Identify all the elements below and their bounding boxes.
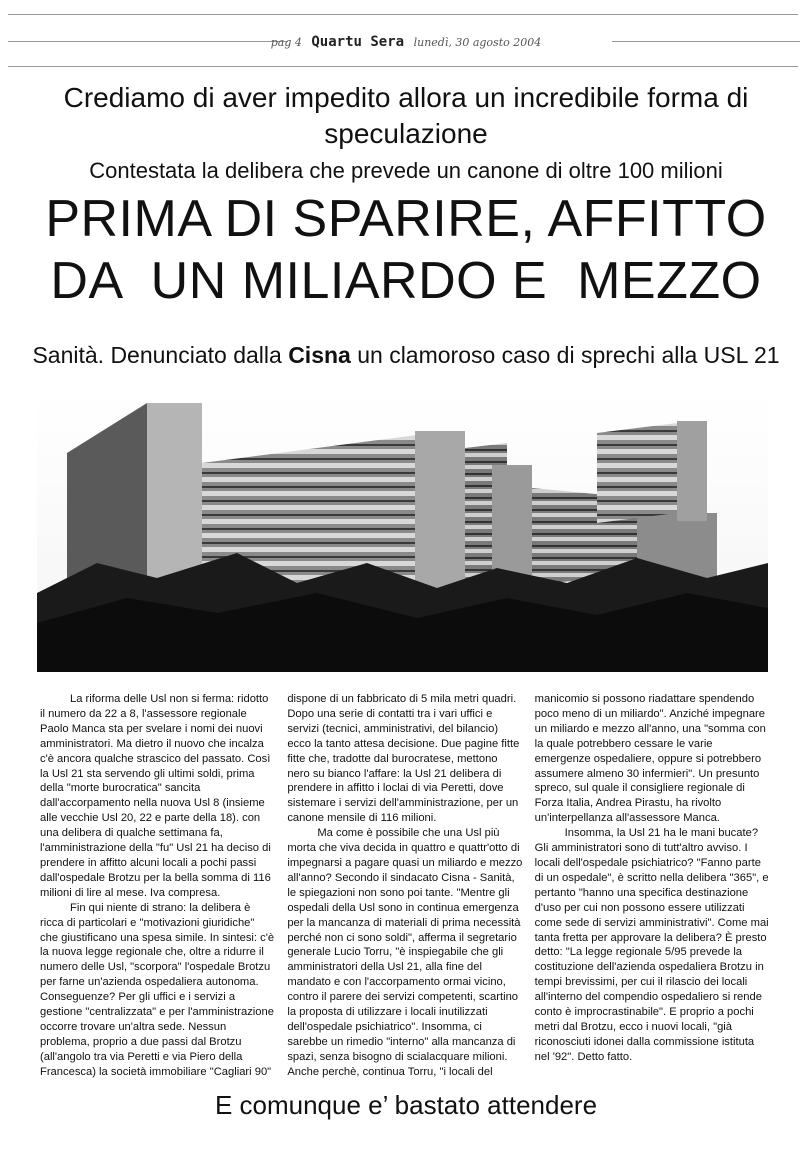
deck-text: Sanità. Denunciato dalla: [32, 342, 289, 368]
kicker: Crediamo di aver impedito allora un incredibile forma di speculazione: [63, 82, 749, 149]
paragraph: Fin qui niente di strano: la delibera è ricca di particolari e "motivazioni giuridiche" che giustificano una spesa simile. In sintesi: c'è la nuova legge regionale che, oltre a ridurre il numero delle Usl, "scorpora" l'ospedale Brotzu per farne un'azienda ospedaliera autonoma. Conseguenze? Per gli uffici e i servizi a gestione "centralizzata" e per l'amministrazione occorre trovare un'altra sede. Nessun problema, proprio a due passi dal Brotzu (all'angolo tra via Peretti e via Piero della Francesca) la società immobiliare "Cagliari 90" dispone di un fabbricato di 5 mila metri quadri. Dopo una serie di contatti tra i vari uffici e servizi (tecnici, amministrativi, del bilancio) ecco la tanto attesa decisione. Due pagine fitte fitte che, tradotte dal burocratese, mettono nero su bianco l'affare: la Usl 21 delibera di prendere in affitto i loclai di via Peretti, dove sistemare i servizi dell'amministrazione, per un canone mensile di 116 milioni.: [40, 693, 520, 1078]
hospital-photo: [37, 393, 768, 672]
paragraph: Ma come è possibile che una Usl più morta che viva decida in quattro e quattr'otto di impegnarsi a pagare quasi un miliardo e mezzo all'anno? Secondo il sindacato Cisna - Sanità, le spiegazioni non sono poi tante. "Mentre gli ospedali della Usl sono in continua emergenza per la mancanza di materiali di prima necessità perché non ci sono soldi", afferma il segretario generale Lucio Torru, "è inspiegabile che gli amministratori della Usl 21, alla fine del mandato e con l'accorpamento ormai vicino, contro il parere dei servizi competenti, scartino la proposta di utilizzare i locali inutilizzati dell'ospedale psichiatrico". Insomma, ci sarebbe un rimedio "interno" alla mancanza di spazi, senza bisogno di scialacquare milioni. Anche perchè, continua Torru, "i locali del manicomio si possono riadattare spendendo poco meno di un miliardo". Anziché impegnare un miliardo e mezzo all'anno, una "somma con la quale potrebbero cessare le varie emergenze ospedaliere, oppure si potrebbero assumere almeno 30 infermieri". Un presunto spreco, sul quale il consigliere regionale di Forza Italia, Andrea Pirastu, ha rivolto un'interpellanza all'assessore Manca.: [287, 693, 766, 1078]
masthead-bottom-rule: [8, 66, 798, 67]
deck-bold: Cisna: [288, 342, 351, 368]
tagline: E comunque e’ bastato attendere: [214, 1090, 598, 1120]
page-number: pag 4: [270, 36, 302, 49]
paragraph: La riforma delle Usl non si ferma: ridotto il numero da 22 a 8, l'assessore regionale Paolo Manca sta per svelare i nomi dei nuovi amministratori. Ma dietro il nuovo che incalza c'è ancora qualche strascico del passato. Così la Usl 21 sta servendo gli ultimi soldi, prima della "morte burocratica" sancita dall'accorpamento nella nuova Usl 8 (insieme alle vecchie Usl 20, 22 e parte della 18). con una delibera di qualche settimana fa, l'amministrazione della "fu" Usl 21 ha deciso di prendere in affitto alcuni locali a pochi passi dall'ospedale Brotzu per la bella somma di 116 milioni di lire al mese. Iva compresa.: [40, 693, 271, 899]
deck-text-end: un clamoroso caso di sprechi alla USL 21: [350, 342, 780, 368]
publication-name: Quartu Sera: [311, 34, 405, 50]
masthead: [0, 34, 812, 50]
headline: PRIMA DI SPARIRE, AFFITTO DA UN MILIARDO E MEZZO: [45, 190, 767, 310]
article-body: [40, 692, 770, 1092]
top-rule: [8, 14, 798, 15]
subkicker: Contestata la delibera che prevede un canone di oltre 100 milioni: [89, 158, 723, 183]
deck: [0, 342, 812, 369]
issue-date: lunedì, 30 agosto 2004: [413, 36, 542, 49]
paragraph: Insomma, la Usl 21 ha le mani bucate? Gli amministratori sono di tutt'altro avviso. I locali dell'ospedale psichiatrico? "Fanno parte di un ospedale", è scritto nella delibera "365", e pertanto "hanno una specifica destinazione d'uso per cui non possono essere utilizzati come sede di servizi amministrativi". Come mai tanta fretta per approvare la delibera? È presto detto: "La legge regionale 5/95 prevede la costituzione dell'azienda ospedaliera Brotzu in tempi brevissimi, per cui il rilascio dei locali all'interno del compendio ospedaliero si rende conto è improcrastinabile". E proprio a pochi metri dal Brotzu, ecco i nuovi locali, "già riconosciuti idonei dalla commissione istituta nel '92". Detto fatto.: [534, 827, 769, 1063]
